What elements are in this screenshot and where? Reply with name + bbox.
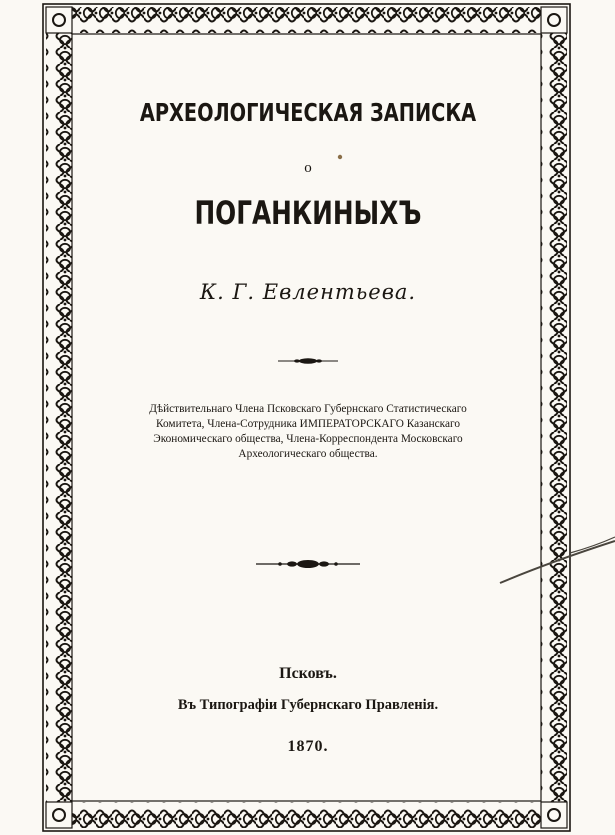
author-credentials	[88, 402, 528, 462]
credentials-line: Дѣйствительнаго Члена Псковскаго Губернскаго Статистическаго	[149, 403, 467, 415]
title-content	[70, 0, 546, 835]
title-line-2: ПОГАНКИНЫХЪ	[194, 194, 422, 232]
printer-line: Въ Типографіи Губернскаго Правленія.	[177, 697, 439, 713]
author-name: К. Г. Евлентьева.	[199, 280, 417, 304]
publication-year: 1870.	[287, 738, 329, 755]
preposition: о	[304, 160, 312, 176]
divider-ornament-small	[278, 356, 338, 366]
divider-ornament-large	[256, 557, 360, 571]
credentials-line: Комитета, Члена-Сотрудника ИМПЕРАТОРСКАГО Казанскаго	[156, 418, 460, 430]
publication-city: Псковъ.	[279, 665, 337, 682]
credentials-line: Экономическаго общества, Члена-Корреспондента Московскаго	[153, 433, 463, 445]
credentials-line: Археологическаго общества.	[238, 448, 378, 460]
title-line-1: АРХЕОЛОГИЧЕСКАЯ ЗАПИСКА	[139, 98, 477, 127]
